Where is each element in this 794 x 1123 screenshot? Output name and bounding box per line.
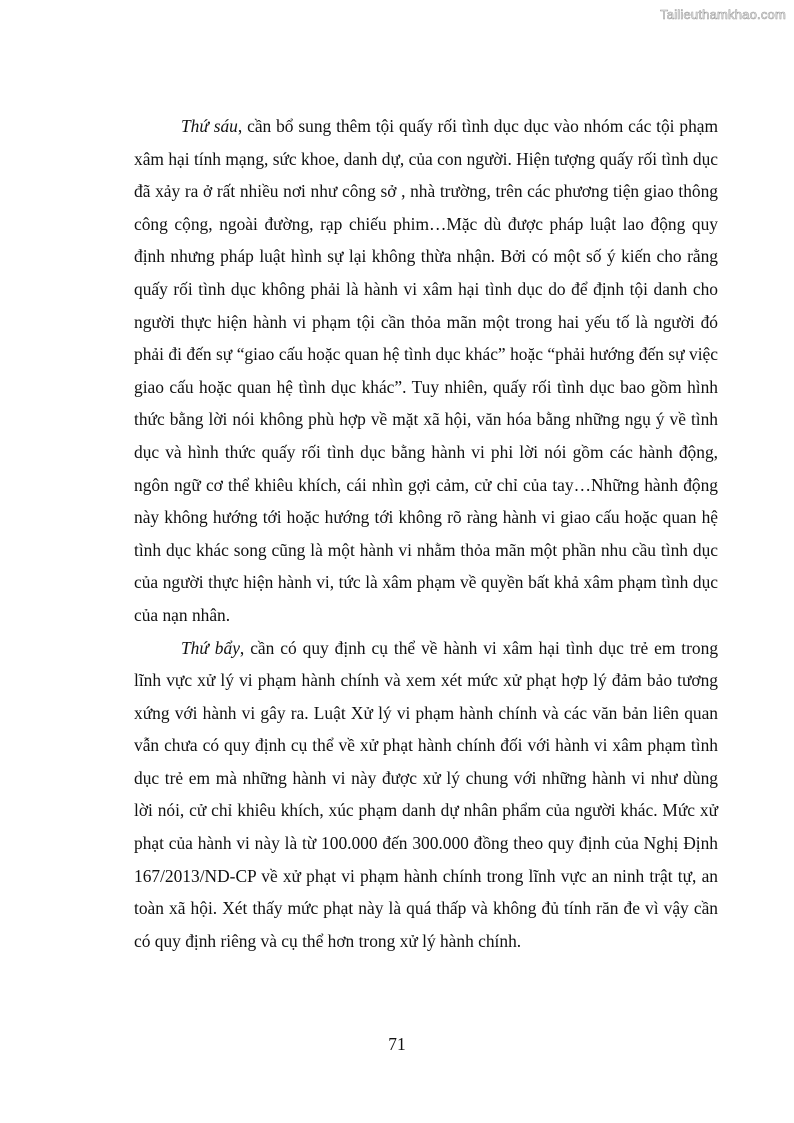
paragraph-text: , cần có quy định cụ thể về hành vi xâm hại tình dục trẻ em trong lĩnh vực xử lý vi phạm hành chính và xem xét mức xử phạt hợp lý đảm bảo tương xứng với hành vi gây ra. Luật Xử lý vi phạm hành chính và các văn bản liên quan vẫn chưa có quy định cụ thể về xử phạt hành chính đối với hành vi xâm phạm tình dục trẻ em mà những hành vi này được xử lý chung với những hành vi như dùng lời nói, cử chỉ khiêu khích, xúc phạm danh dự nhân phẩm của người khác. Mức xử phạt của hành vi này là từ 100.000 đến 300.000 đồng theo quy định của Nghị Định 167/2013/ND-CP về xử phạt vi phạm hành chính trong lĩnh vực an ninh trật tự, an toàn xã hội. Xét thấy mức phạt này là quá thấp và không đủ tính răn đe vì vậy cần có quy định riêng và cụ thể hơn trong xử lý hành chính. [134, 637, 719, 951]
paragraph-thu-bay [134, 632, 718, 958]
page-number: 71 [388, 1034, 406, 1054]
watermark-text: Tailieuthamkhao.com [660, 7, 786, 22]
paragraph-lead: Thứ sáu [181, 116, 238, 136]
paragraph-thu-sau [134, 110, 718, 632]
document-body [134, 110, 718, 957]
paragraph-text: , cần bổ sung thêm tội quấy rối tình dục dục vào nhóm các tội phạm xâm hại tính mạng, sức khoe, danh dự, của con người. Hiện tượng quấy rối tình dục đã xảy ra ở rất nhiều nơi như công sở , nhà trường, trên các phương tiện giao thông công cộng, ngoài đường, rạp chiếu phim…Mặc dù được pháp luật lao động quy định nhưng pháp luật hình sự lại không thừa nhận. Bởi có một số ý kiến cho rằng quấy rối tình dục không phải là hành vi xâm hại tình dục do để định tội danh cho người thực hiện hành vi phạm tội cần thỏa mãn một trong hai yếu tố là người đó phải đi đến sự “giao cấu hoặc quan hệ tình dục khác” hoặc “phải hướng đến sự việc giao cấu hoặc quan hệ tình dục khác”. Tuy nhiên, quấy rối tình dục bao gồm hình thức bằng lời nói không phù hợp về mặt xã hội, văn hóa bằng những ngụ ý về tình dục và hình thức quấy rối tình dục bằng hành vi phi lời nói gồm các hành động, ngôn ngữ cơ thể khiêu khích, cái nhìn gợi cảm, cử chỉ của tay…Những hành động này không hướng tới hoặc hướng tới không rõ ràng hành vi giao cấu hoặc quan hệ tình dục khác song cũng là một hành vi nhằm thỏa mãn một phần nhu cầu tình dục của người thực hiện hành vi, tức là xâm phạm về quyền bất khả xâm phạm tình dục của nạn nhân. [134, 116, 719, 625]
paragraph-lead: Thứ bẩy [181, 637, 240, 658]
